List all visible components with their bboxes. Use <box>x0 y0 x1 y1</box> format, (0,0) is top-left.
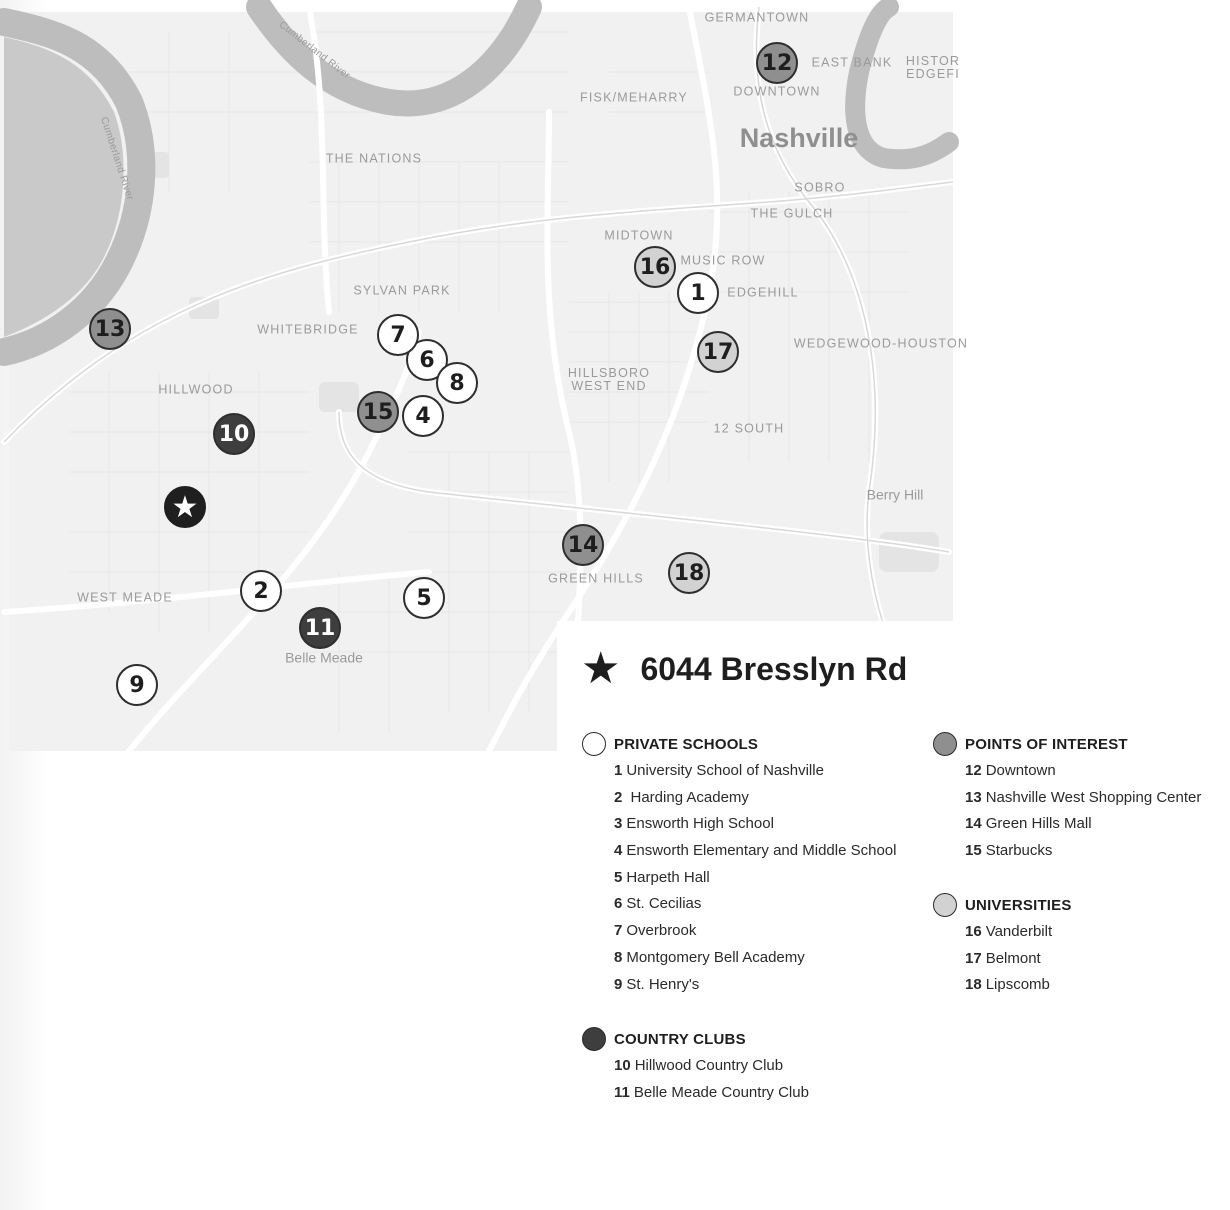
place-label-downtown: DOWNTOWN <box>733 84 821 99</box>
legend-item <box>614 918 896 945</box>
legend-item <box>614 972 896 999</box>
map-marker-7[interactable]: 7 <box>377 314 419 356</box>
place-label-west-meade: WEST MEADE <box>77 590 173 605</box>
legend-group-country-clubs <box>582 1026 809 1106</box>
legend-item <box>965 838 1201 865</box>
map-marker-1[interactable]: 1 <box>677 272 719 314</box>
legend-item-name: Vanderbilt <box>985 923 1053 940</box>
place-label-wedgewood: WEDGEWOOD-HOUSTON <box>793 336 969 351</box>
place-label-music-row: MUSIC ROW <box>680 253 766 268</box>
group-heading: UNIVERSITIES <box>965 896 1072 914</box>
place-label-cumberland-river-2: Cumberland River <box>276 19 353 82</box>
map-legend <box>557 621 1230 1116</box>
legend-item-number: 14 <box>965 815 982 833</box>
legend-item <box>614 785 896 812</box>
group-heading: COUNTRY CLUBS <box>614 1030 746 1048</box>
place-label-east-bank: EAST BANK <box>811 55 893 70</box>
legend-item <box>965 811 1201 838</box>
legend-item-number: 18 <box>965 976 982 994</box>
place-label-whitebridge: WHITEBRIDGE <box>257 322 359 337</box>
legend-item <box>614 1053 809 1080</box>
legend-item-number: 6 <box>614 895 623 913</box>
map-marker-2[interactable]: 2 <box>240 570 282 612</box>
legend-item-name: Ensworth Elementary and Middle School <box>626 842 897 860</box>
legend-item-name: Lipscomb <box>985 976 1050 994</box>
legend-item-number: 2 <box>614 788 623 806</box>
legend-item <box>614 1080 809 1107</box>
place-label-germantown: GERMANTOWN <box>704 10 810 25</box>
dark-circle-icon <box>582 1027 606 1051</box>
legend-item-name: Harding Academy <box>626 788 749 806</box>
place-label-midtown: MIDTOWN <box>604 228 674 243</box>
legend-item-name: Belmont <box>985 949 1041 967</box>
place-label-the-nations: THE NATIONS <box>325 151 423 166</box>
legend-item-name: Harpeth Hall <box>626 868 710 886</box>
place-label-sylvan-park: SYLVAN PARK <box>353 283 451 298</box>
legend-item-number: 9 <box>614 975 623 993</box>
place-label-the-gulch: THE GULCH <box>750 206 834 221</box>
legend-item <box>965 758 1201 785</box>
place-label-berry-hill: Berry Hill <box>866 486 924 503</box>
map-marker-11[interactable]: 11 <box>299 607 341 649</box>
legend-item-name: St. Henry's <box>626 975 700 993</box>
legend-item-number: 16 <box>965 923 982 940</box>
legend-item <box>614 838 896 865</box>
legend-item <box>614 811 896 838</box>
legend-item-number: 10 <box>614 1057 631 1074</box>
legend-item-number: 5 <box>614 868 623 886</box>
place-label-hillwood: HILLWOOD <box>158 382 234 397</box>
place-label-12-south: 12 SOUTH <box>713 421 785 436</box>
legend-item-name: Ensworth High School <box>626 815 774 833</box>
legend-item-number: 12 <box>965 762 982 779</box>
place-label-edgehill: EDGEHILL <box>727 285 799 300</box>
legend-item-number: 8 <box>614 948 623 966</box>
legend-item <box>614 891 896 918</box>
legend-item <box>965 972 1072 999</box>
light-gray-circle-icon <box>933 893 957 917</box>
legend-item-number: 11 <box>614 1083 630 1101</box>
legend-item-number: 7 <box>614 922 623 940</box>
legend-item <box>965 919 1072 946</box>
gray-circle-icon <box>933 732 957 756</box>
place-label-historic: HISTOR EDGEFI <box>905 53 961 81</box>
legend-group-universities <box>933 892 1072 999</box>
legend-item-name: Starbucks <box>985 842 1053 860</box>
legend-item <box>965 785 1201 812</box>
legend-item-number: 4 <box>614 842 623 860</box>
legend-item <box>614 758 896 785</box>
legend-item-name: Nashville West Shopping Center <box>985 788 1202 806</box>
white-circle-icon <box>582 732 606 756</box>
place-label-nashville: Nashville <box>739 122 859 153</box>
map-marker-18[interactable]: 18 <box>668 552 710 594</box>
map-marker-9[interactable]: 9 <box>116 664 158 706</box>
legend-group-private-schools <box>582 731 896 998</box>
legend-item-number: 1 <box>614 762 623 779</box>
map-marker-8[interactable]: 8 <box>436 362 478 404</box>
map-marker-16[interactable]: 16 <box>634 246 676 288</box>
property-address: 6044 Bresslyn Rd <box>640 650 908 687</box>
home-star-icon: ★ <box>581 644 621 693</box>
legend-item-number: 15 <box>965 842 982 860</box>
place-label-fisk: FISK/MEHARRY <box>580 90 688 105</box>
map-marker-12[interactable]: 12 <box>756 42 798 84</box>
place-label-sobro: SOBRO <box>794 180 846 195</box>
group-heading: PRIVATE SCHOOLS <box>614 735 759 753</box>
map-marker-17[interactable]: 17 <box>697 331 739 373</box>
map-marker-5[interactable]: 5 <box>403 577 445 619</box>
legend-item-name: Green Hills Mall <box>985 815 1092 833</box>
legend-item-number: 17 <box>965 949 982 967</box>
map-marker-14[interactable]: 14 <box>562 524 604 566</box>
legend-item-name: University School of Nashville <box>626 762 824 779</box>
legend-title <box>581 644 908 693</box>
map-marker-4[interactable]: 4 <box>402 395 444 437</box>
map-marker-6[interactable]: 6 <box>406 339 448 381</box>
legend-item-number: 13 <box>965 788 982 806</box>
map-marker-13[interactable]: 13 <box>89 308 131 350</box>
legend-item <box>614 865 896 892</box>
legend-item-number: 3 <box>614 815 623 833</box>
place-label-cumberland-river-1: Cumberland River <box>98 115 136 202</box>
group-heading: POINTS OF INTEREST <box>965 735 1128 753</box>
legend-item-name: Montgomery Bell Academy <box>626 948 805 966</box>
legend-item-name: Hillwood Country Club <box>634 1057 784 1074</box>
legend-item-name: Overbrook <box>626 922 697 940</box>
legend-item-name: Downtown <box>985 762 1056 779</box>
legend-item <box>965 946 1072 973</box>
map-marker-15[interactable]: 15 <box>357 391 399 433</box>
legend-group-points-of-interest <box>933 731 1201 865</box>
place-label-hillsboro: HILLSBORO WEST END <box>567 365 651 393</box>
place-label-green-hills: GREEN HILLS <box>548 571 644 586</box>
legend-item-name: Belle Meade Country Club <box>633 1083 809 1101</box>
legend-item-name: St. Cecilias <box>626 895 702 913</box>
home-star-marker[interactable]: ★ <box>164 486 206 528</box>
map-marker-10[interactable]: 10 <box>213 413 255 455</box>
legend-item <box>614 945 896 972</box>
place-label-belle-meade: Belle Meade <box>285 649 363 666</box>
